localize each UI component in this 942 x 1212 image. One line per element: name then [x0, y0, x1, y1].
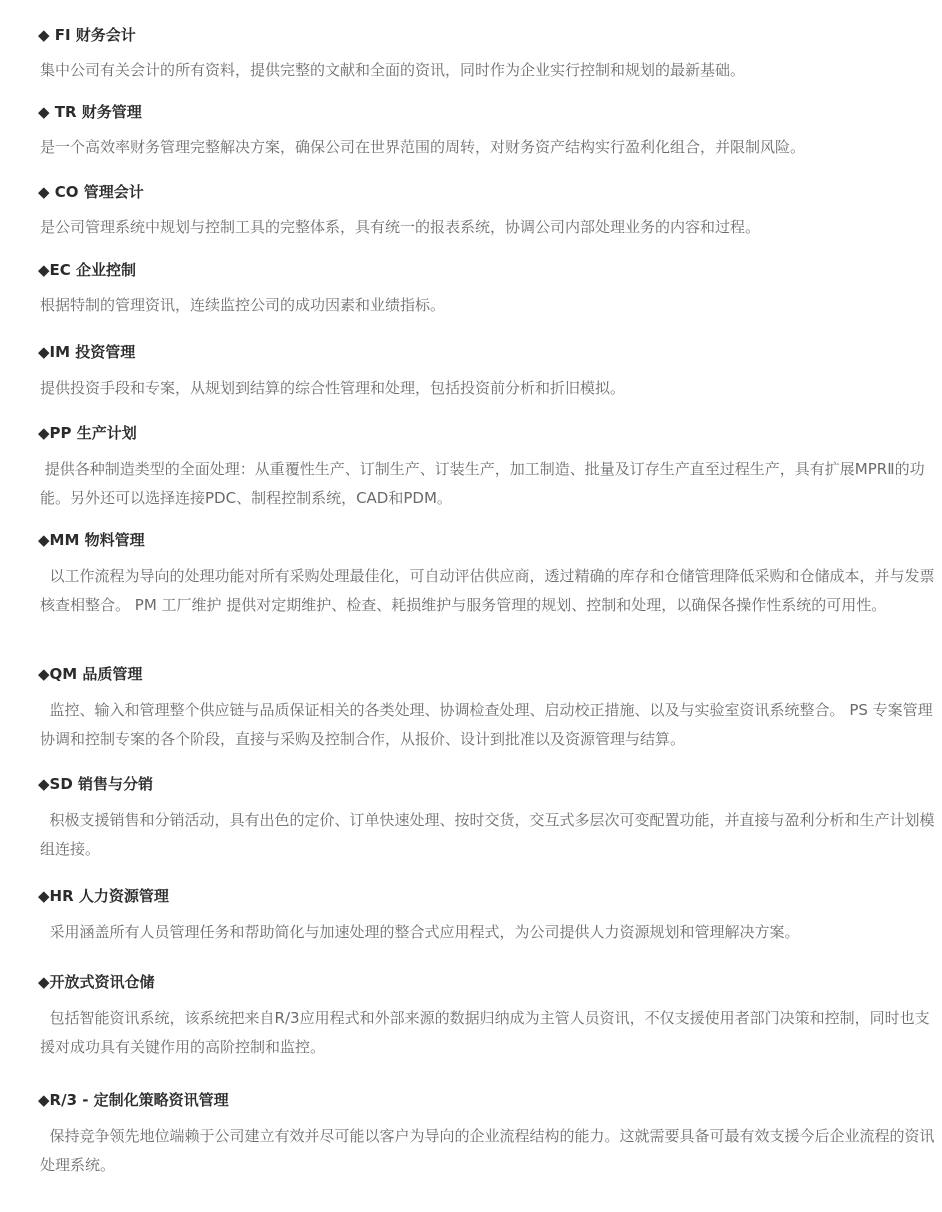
section-body-mm: 以工作流程为导向的处理功能对所有采购处理最佳化，可自动评估供应商，透过精确的库存和仓储管理降低采购和仓储成本，并与发票核查相整合。 PM 工厂维护 提供对定期维护、检查、耗损维护与服务管理的规划、控制和处理，以确保各操作性系统的可用性。: [40, 567, 935, 614]
section-body-pp: 提供各种制造类型的全面处理：从重覆性生产、订制生产、订装生产，加工制造、批量及订存生产直至过程生产，具有扩展MPRⅡ的功能。另外还可以选择连接PDC、制程控制系统，CAD和PDM。: [40, 460, 925, 507]
section-heading-qm: ◆QM 品质管理: [38, 665, 143, 683]
section-body-ec: 根据特制的管理资讯，连续监控公司的成功因素和业绩指标。: [40, 296, 446, 314]
section-heading-mm: ◆MM 物料管理: [38, 531, 145, 549]
section-body-warehouse: 包括智能资讯系统，该系统把来自R/3应用程式和外部来源的数据归纳成为主管人员资讯，不仅支援使用者部门决策和控制，同时也支援对成功具有关键作用的高阶控制和监控。: [40, 1009, 930, 1056]
section-body-sd: 积极支援销售和分销活动，具有出色的定价、订单快速处理、按时交货，交互式多层次可变配置功能，并直接与盈利分析和生产计划模组连接。: [40, 811, 935, 858]
section-heading-pp: ◆PP 生产计划: [38, 424, 137, 442]
section-heading-fi: ◆ FI 财务会计: [38, 26, 136, 44]
section-heading-ec: ◆EC 企业控制: [38, 261, 137, 279]
section-heading-warehouse: ◆开放式资讯仓储: [38, 973, 155, 991]
section-body-im: 提供投资手段和专案，从规划到结算的综合性管理和处理，包括投资前分析和折旧模拟。: [40, 379, 626, 397]
section-body-co: 是公司管理系统中规划与控制工具的完整体系，具有统一的报表系统，协调公司内部处理业务的内容和过程。: [40, 218, 761, 236]
section-body-fi: 集中公司有关会计的所有资料，提供完整的文献和全面的资讯，同时作为企业实行控制和规划的最新基础。: [40, 61, 746, 79]
section-heading-r3: ◆R/3 - 定制化策略资讯管理: [38, 1091, 229, 1109]
section-body-tr: 是一个高效率财务管理完整解决方案，确保公司在世界范围的周转，对财务资产结构实行盈利化组合，并限制风险。: [40, 138, 806, 156]
section-heading-sd: ◆SD 销售与分销: [38, 775, 154, 793]
section-body-qm: 监控、输入和管理整个供应链与品质保证相关的各类处理、协调检查处理、启动校正措施、以及与实验室资讯系统整合。 PS 专案管理 协调和控制专案的各个阶段，直接与采购及控制合作，从报价、设计到批准以及资源管理与结算。: [40, 701, 938, 748]
section-body-hr: 采用涵盖所有人员管理任务和帮助简化与加速处理的整合式应用程式，为公司提供人力资源规划和管理解决方案。: [40, 923, 800, 941]
section-heading-tr: ◆ TR 财务管理: [38, 103, 142, 121]
section-body-r3: 保持竞争领先地位端赖于公司建立有效并尽可能以客户为导向的企业流程结构的能力。这就需要具备可最有效支援今后企业流程的资讯处理系统。: [40, 1127, 935, 1174]
section-heading-hr: ◆HR 人力资源管理: [38, 887, 169, 905]
section-heading-co: ◆ CO 管理会计: [38, 183, 144, 201]
section-heading-im: ◆IM 投资管理: [38, 343, 136, 361]
